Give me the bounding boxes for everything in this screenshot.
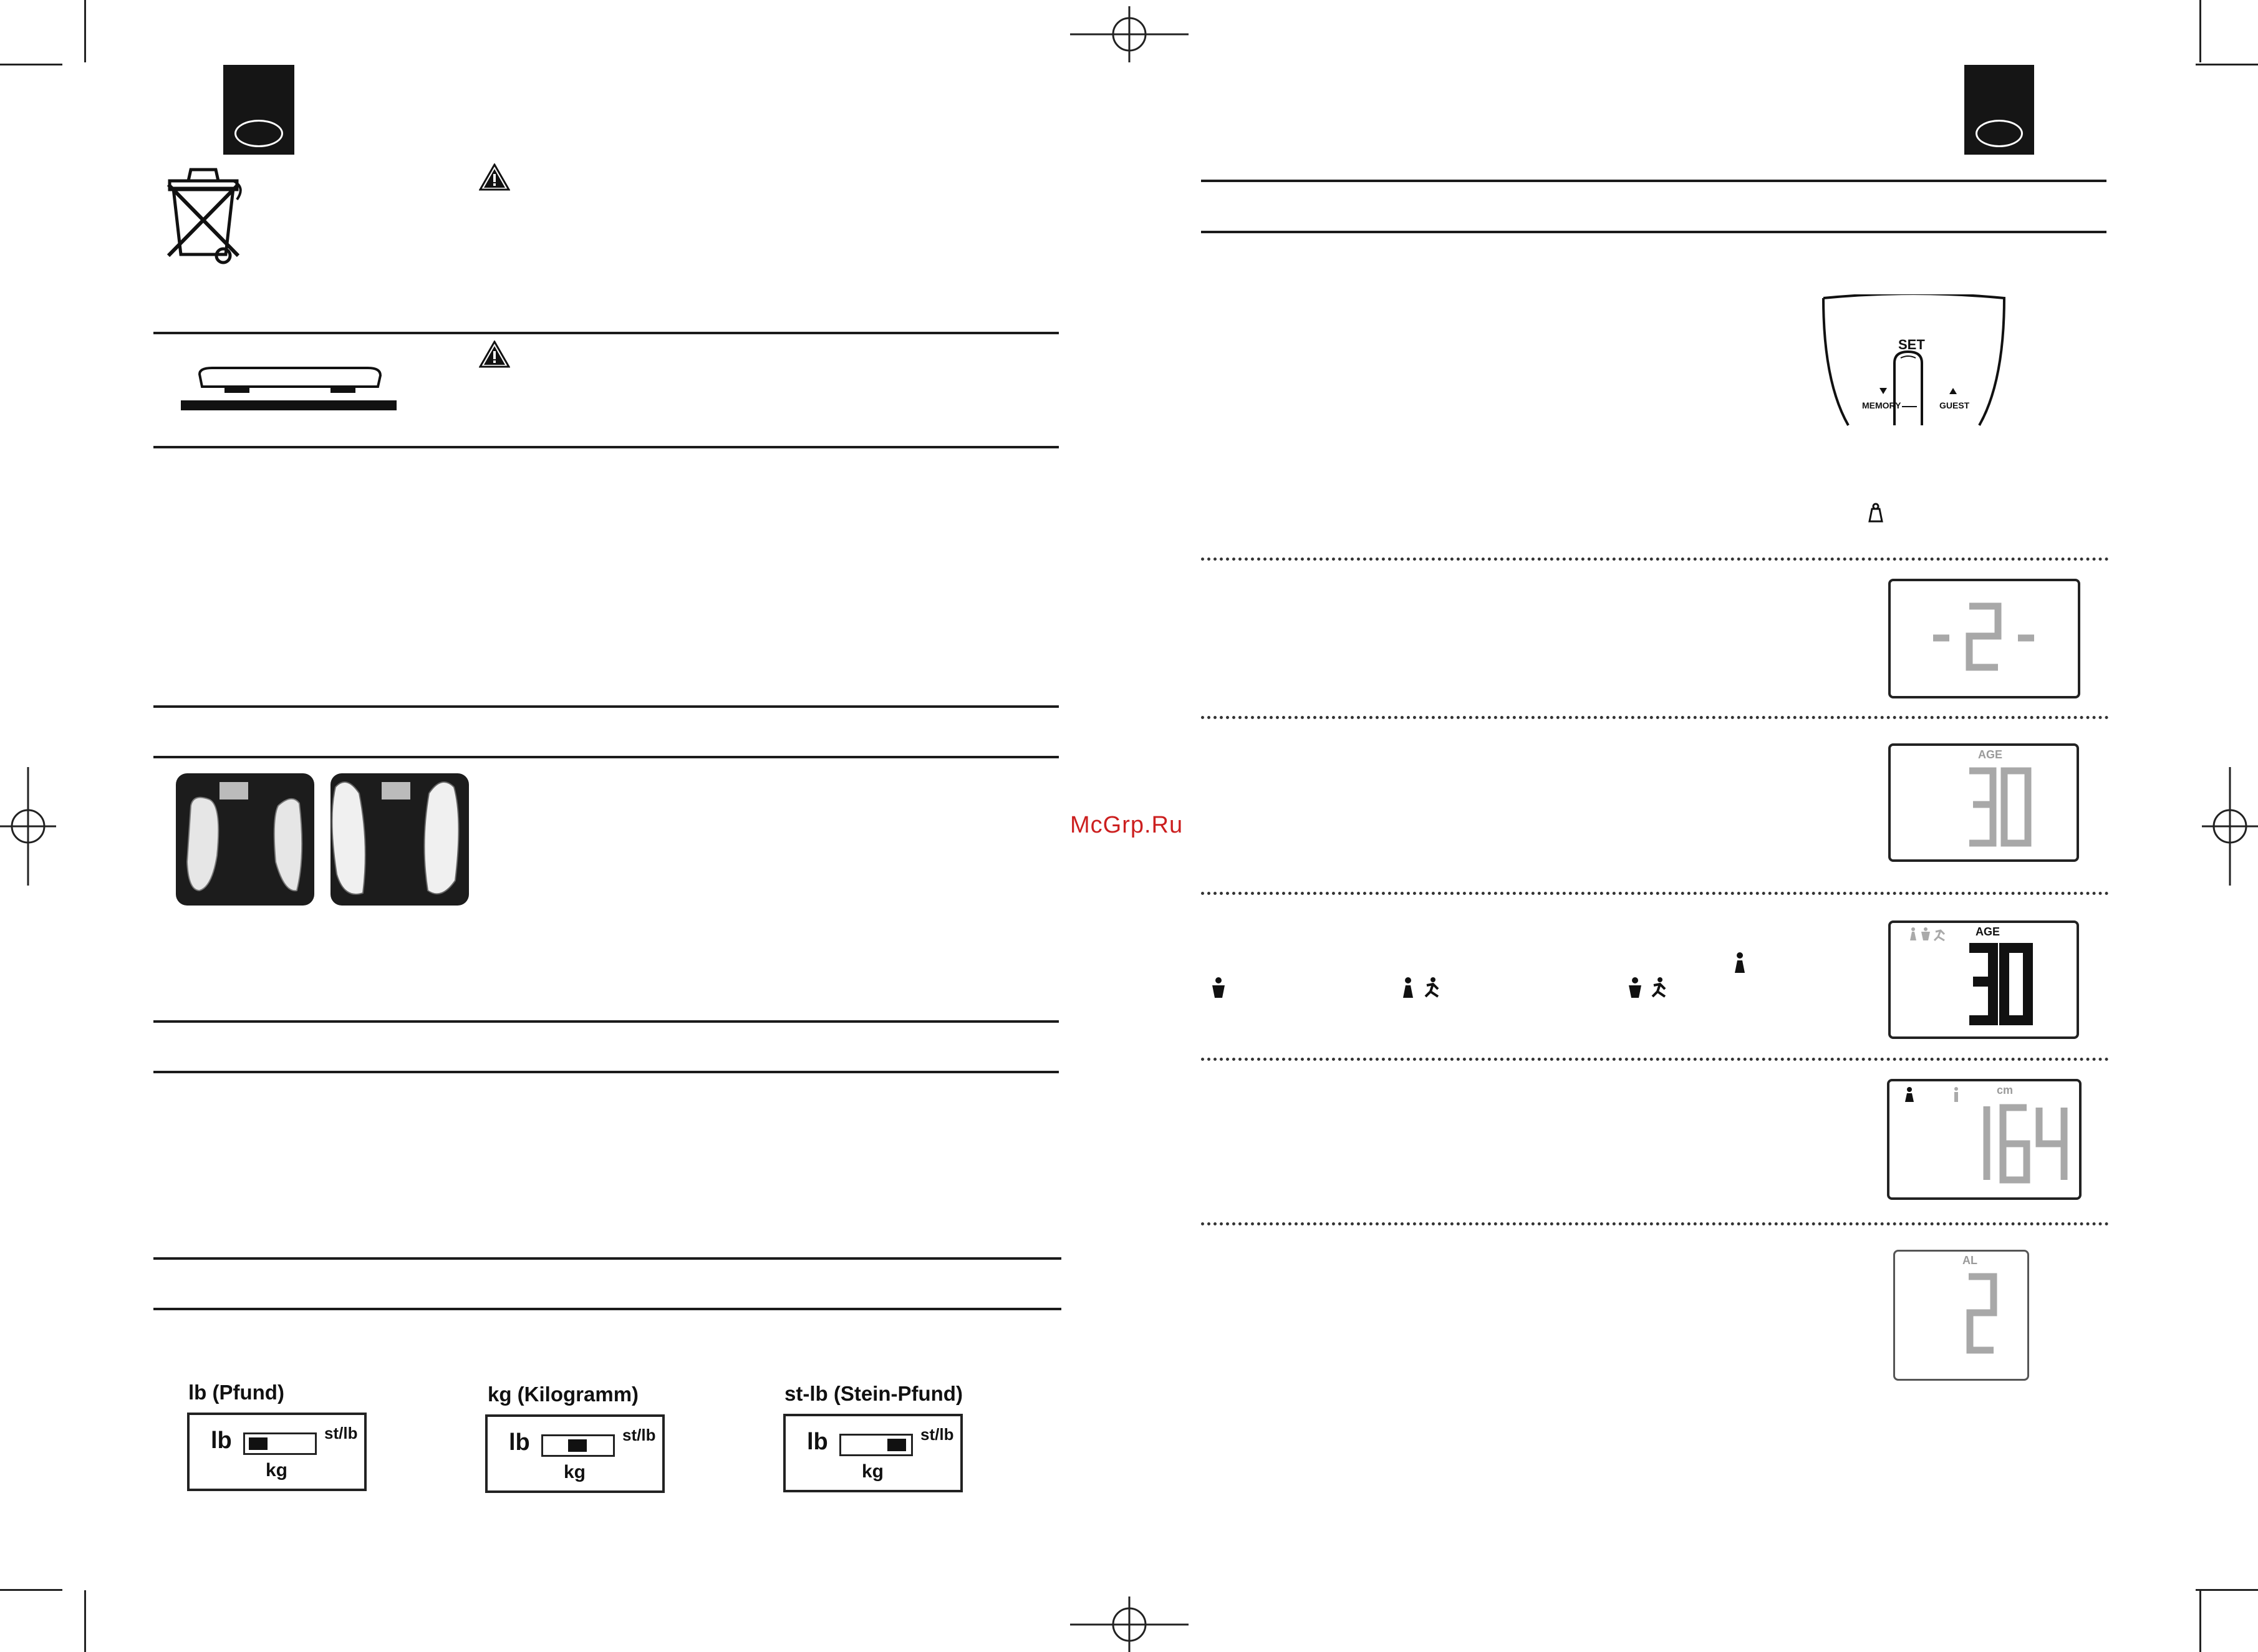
watermark: McGrp.Ru <box>1070 812 1184 838</box>
divider <box>153 332 1059 334</box>
divider <box>153 1257 1061 1260</box>
dotted-divider <box>1201 558 2109 561</box>
unit-slider <box>541 1434 615 1457</box>
dotted-divider <box>1201 1058 2109 1061</box>
divider <box>153 756 1059 758</box>
warning-icon <box>479 341 510 368</box>
unit-caption: kg (Kilogramm) <box>488 1383 639 1406</box>
guest-label: GUEST <box>1939 400 1970 410</box>
dotted-divider <box>1201 892 2109 895</box>
scale-side-icon <box>181 362 399 414</box>
feet-on-scale-icon <box>172 768 474 911</box>
athlete-icon <box>1650 977 1671 999</box>
unit-caption: lb (Pfund) <box>188 1381 284 1404</box>
divider <box>153 1308 1061 1310</box>
lcd-height: cm <box>1887 1079 2082 1200</box>
divider <box>153 1071 1059 1073</box>
divider <box>1201 180 2106 182</box>
dotted-divider <box>1201 1222 2109 1225</box>
divider <box>153 446 1059 448</box>
dotted-divider <box>1201 716 2109 719</box>
weight-icon <box>1865 503 1887 524</box>
person-icon <box>1401 977 1416 999</box>
person-icon <box>1732 952 1747 974</box>
lcd-age-gray: AGE <box>1888 743 2079 862</box>
language-tab-right <box>1964 65 2034 155</box>
unit-slider <box>839 1434 913 1456</box>
set-button-panel <box>1817 294 2010 432</box>
language-tab-left <box>223 65 294 155</box>
lcd-user-number <box>1888 579 2080 698</box>
divider <box>1201 231 2106 233</box>
unit-caption: st-lb (Stein-Pfund) <box>784 1382 963 1405</box>
set-label: SET <box>1898 337 1925 352</box>
person-icon <box>1628 977 1643 999</box>
lcd-age-black: AGE <box>1888 920 2079 1039</box>
divider <box>153 705 1059 708</box>
recycle-bin-crossed-icon <box>163 162 251 268</box>
warning-icon <box>479 163 510 191</box>
unit-slider <box>243 1432 317 1455</box>
person-icon <box>1211 977 1226 999</box>
memory-label: MEMORY <box>1862 400 1901 410</box>
athlete-icon <box>1423 977 1444 999</box>
lcd-activity-level: AL <box>1893 1250 2029 1381</box>
divider <box>153 1020 1059 1023</box>
